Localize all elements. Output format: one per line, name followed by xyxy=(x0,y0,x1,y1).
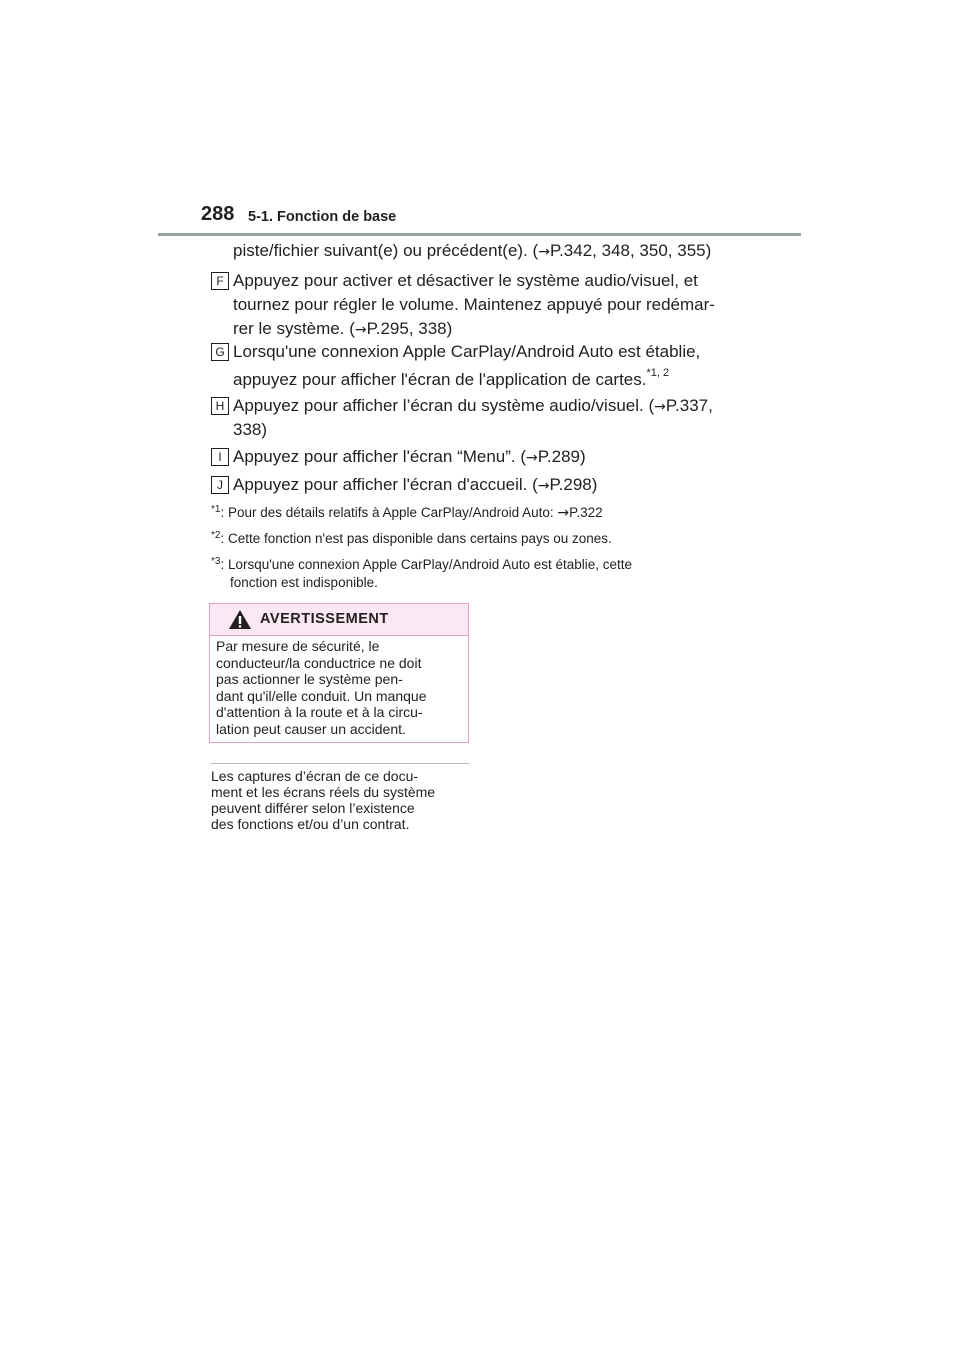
footnote-2: $^{*2}$: Cette fonction n'est pas disponible dans certains pays ou zones. xyxy=(211,529,612,546)
arrow-icon: → xyxy=(537,478,550,494)
warning-title: AVERTISSEMENT xyxy=(260,611,389,627)
item-letter-f: F xyxy=(211,272,229,290)
section-title: 5-1. Fonction de base xyxy=(248,209,397,225)
item-f-line-3: rer le système. (→P.295, 338) xyxy=(233,319,453,338)
continuation-line: piste/fichier suivant(e) ou précédent(e). (→P.342, 348, 350, 355) xyxy=(233,241,712,260)
warning-text: Par mesure de sécurité, le conducteur/la conductrice ne doit pas actionner le système pen- dant qu'il/elle conduit. Un manque d'attention à la route et à la circu- lation peut causer un accident. xyxy=(216,638,427,737)
header-rule xyxy=(158,233,801,236)
warning-header xyxy=(210,604,468,636)
footnote-3: $^{*3}$: Lorsqu'une connexion Apple CarPlay/Android Auto est établie, cette xyxy=(211,555,633,572)
item-g-line-1: Lorsqu'une connexion Apple CarPlay/Android Auto est établie, xyxy=(233,342,701,361)
arrow-icon: → xyxy=(654,399,666,415)
item-letter-h: H xyxy=(211,397,229,415)
item-g-line-2: appuyez pour afficher l'écran de l'application de cartes.$^{*1, 2}$ xyxy=(233,367,670,389)
note-text: Les captures d’écran de ce docu- ment et les écrans réels du système peuvent différer selon l’existence des fonctions et/ou d’un contrat. xyxy=(211,768,436,832)
arrow-icon: → xyxy=(354,322,367,338)
item-h-line-1: Appuyez pour afficher l’écran du système audio/visuel. (→P.337, xyxy=(233,396,713,415)
item-i-line-1: Appuyez pour afficher l'écran “Menu”. (→P.289) xyxy=(233,447,586,466)
page-reference: P.295, 338) xyxy=(366,319,453,338)
page-reference: P.298) xyxy=(549,475,598,494)
note-rule xyxy=(211,763,469,764)
page-number: 288 xyxy=(201,203,235,225)
page-reference: P.322 xyxy=(569,505,603,520)
footnote-3-continuation: fonction est indisponible. xyxy=(230,575,378,590)
footnote-reference: *1, 2 xyxy=(646,367,670,380)
footnote-1: $^{*1}$: Pour des détails relatifs à Apple CarPlay/Android Auto: →P.322 xyxy=(211,503,603,521)
warning-box xyxy=(209,603,469,743)
arrow-icon: → xyxy=(557,505,570,521)
warning-triangle-icon xyxy=(228,609,252,630)
arrow-icon: → xyxy=(538,244,550,260)
page-reference: P.337, xyxy=(665,396,713,415)
item-letter-i: I xyxy=(211,448,229,466)
arrow-icon: → xyxy=(526,450,538,466)
page-reference: P.342, 348, 350, 355) xyxy=(549,241,712,260)
page-reference: P.289) xyxy=(537,447,586,466)
item-letter-g: G xyxy=(211,343,229,361)
item-letter-j: J xyxy=(211,476,229,494)
item-f-line-1: Appuyez pour activer et désactiver le système audio/visuel, et xyxy=(233,271,698,290)
item-h-line-2: 338) xyxy=(233,420,268,439)
item-j-line-1: Appuyez pour afficher l'écran d'accueil. (→P.298) xyxy=(233,475,598,494)
page-header xyxy=(199,201,801,235)
item-f-line-2: tournez pour régler le volume. Maintenez appuyé pour redémar- xyxy=(233,295,715,314)
